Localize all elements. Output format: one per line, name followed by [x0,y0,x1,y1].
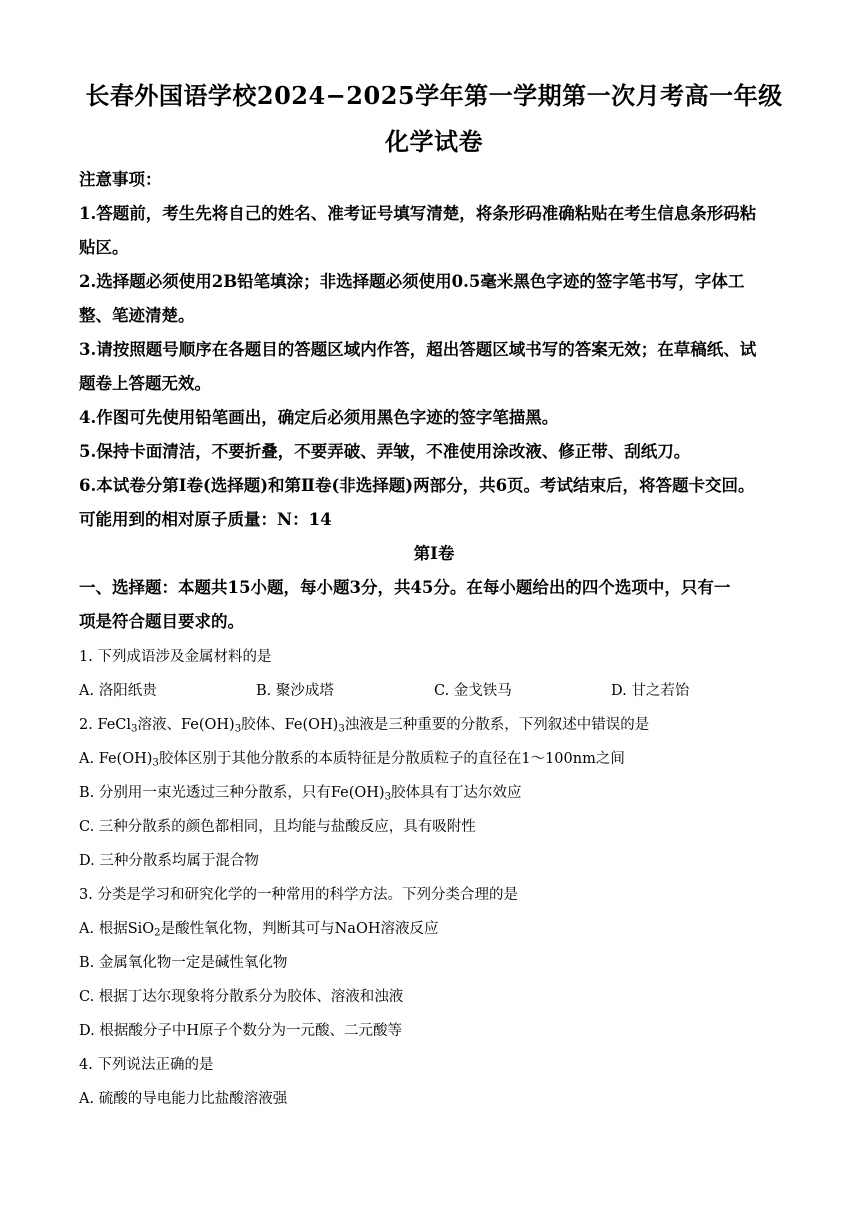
question-3-option-b: B. 金属氧化物一定是碱性氧化物 [79,955,288,971]
note-line: 5.保持卡面清洁，不要折叠，不要弄破、弄皱，不准使用涂改液、修正带、刮纸刀。 [79,442,691,461]
note-line: 1.答题前，考生先将自己的姓名、准考证号填写清楚，将条形码准确粘贴在考生信息条形码粘 [79,204,757,223]
question-3-option-d: D. 根据酸分子中H原子个数分为一元酸、二元酸等 [79,1023,402,1039]
option-b: B. 聚沙成塔 [256,683,334,699]
volume-title: 第Ⅰ卷 [413,544,455,563]
exam-title: 长春外国语学校2024−2025学年第一学期第一次月考高一年级 [85,81,783,110]
question-4-option-a: A. 硫酸的导电能力比盐酸溶液强 [79,1091,288,1107]
option-d: D. 甘之若饴 [611,683,690,699]
option-c: C. 金戈铁马 [434,683,512,699]
note-line: 贴区。 [79,238,129,257]
note-line: 6.本试卷分第Ⅰ卷(选择题)和第Ⅱ卷(非选择题)两部分，共6页。考试结束后，将答题卡交回。 [79,476,755,495]
note-line: 3.请按照题号顺序在各题目的答题区域内作答，超出答题区域书写的答案无效；在草稿纸、试 [79,340,757,359]
question-1-stem: 1. 下列成语涉及金属材料的是 [79,649,272,665]
note-line: 2.选择题必须使用2B铅笔填涂；非选择题必须使用0.5毫米黑色字迹的签字笔书写，字体工 [79,272,745,291]
atomic-mass-note: 可能用到的相对原子质量：N：14 [79,510,332,529]
question-4-stem: 4. 下列说法正确的是 [79,1057,214,1073]
question-2-option-d: D. 三种分散系均属于混合物 [79,853,259,869]
section-intro: 项是符合题目要求的。 [79,612,244,631]
notes-heading: 注意事项： [79,170,162,189]
note-line: 4.作图可先使用铅笔画出，确定后必须用黑色字迹的签字笔描黑。 [79,408,559,427]
question-3-stem: 3. 分类是学习和研究化学的一种常用的科学方法。下列分类合理的是 [79,887,518,903]
note-line: 题卷上答题无效。 [79,374,211,393]
question-3-option-c: C. 根据丁达尔现象将分散系分为胶体、溶液和浊液 [79,989,404,1005]
note-line: 整、笔迹清楚。 [79,306,195,325]
question-2-stem: 2. FeCl$_3$溶液、$Fe(OH)_3$胶体、$Fe(OH)_3$浊液是三种重要的分散系，下列叙述中错误的是 [79,717,650,734]
exam-subtitle: 化学试卷 [385,127,483,156]
question-2-option-c: C. 三种分散系的颜色都相同，且均能与盐酸反应，具有吸附性 [79,819,476,835]
question-2-option-a: A. $Fe(OH)_3$胶体区别于其他分散系的本质特征是分散质粒子的直径在1～100nm之间 [79,751,625,768]
section-intro: 一、选择题：本题共15小题，每小题3分，共45分。在每小题给出的四个选项中，只有一 [79,578,731,597]
question-2-option-b: B. 分别用一束光透过三种分散系，只有$Fe(OH)_3$胶体具有丁达尔效应 [79,785,522,802]
question-3-option-a: A. 根据SiO$_2$是酸性氧化物，判断其可与NaOH溶液反应 [79,921,439,938]
option-a: A. 洛阳纸贵 [79,683,157,699]
